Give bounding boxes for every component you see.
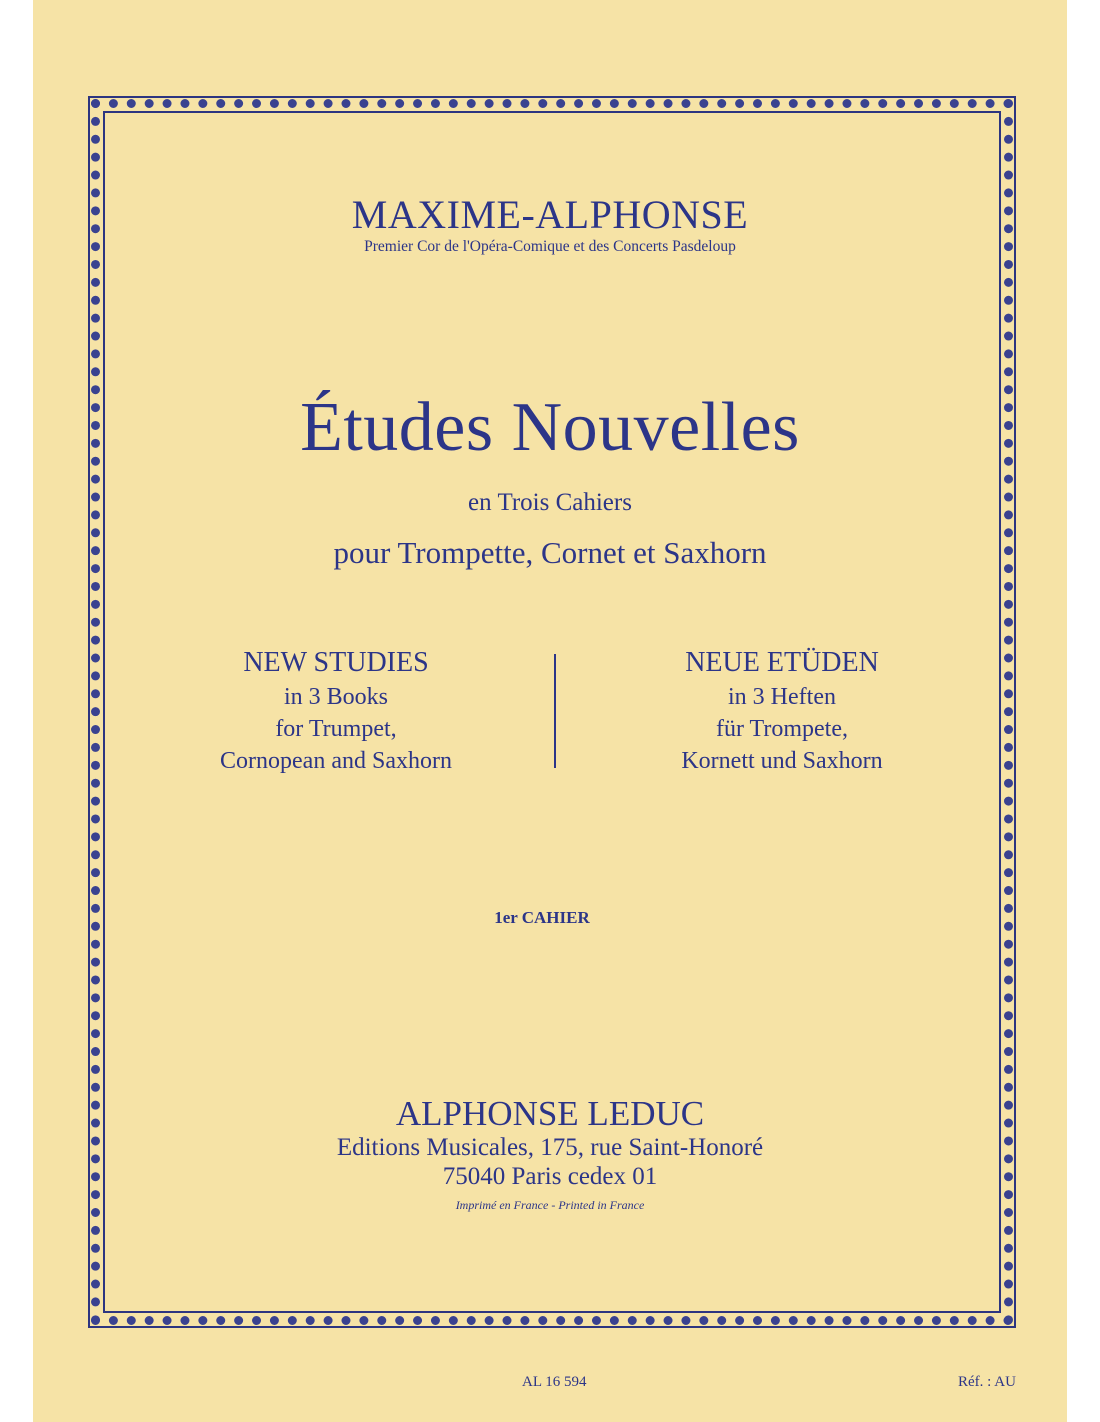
page-title: Études Nouvelles (300, 389, 800, 466)
reference-code: Réf. : AU (958, 1374, 1016, 1390)
german-line-1: in 3 Heften (728, 684, 836, 710)
english-line-1: in 3 Books (283, 684, 388, 710)
volume-label: 1er CAHIER (494, 908, 590, 927)
author-description: Premier Cor de l'Opéra-Comique et des Concerts Pasdeloup (364, 238, 736, 255)
german-line-3: Kornett und Saxhorn (681, 748, 883, 774)
english-heading: NEW STUDIES (243, 647, 429, 678)
english-line-2: for Trumpet, (275, 716, 397, 742)
publisher-address-1: Editions Musicales, 175, rue Saint-Honoré (336, 1134, 764, 1161)
column-divider (554, 654, 556, 768)
publisher-name: ALPHONSE LEDUC (395, 1094, 705, 1133)
german-line-2: für Trompete, (716, 716, 848, 742)
subtitle-line-2: pour Trompette, Cornet et Saxhorn (333, 535, 767, 570)
catalog-number: AL 16 594 (522, 1374, 587, 1390)
german-heading: NEUE ETÜDEN (685, 647, 879, 678)
author-name: MAXIME-ALPHONSE (351, 192, 749, 237)
subtitle-line-1: en Trois Cahiers (468, 489, 632, 516)
english-title-block (186, 645, 486, 777)
german-title-block (632, 645, 932, 777)
printed-in-note: Imprimé en France - Printed in France (455, 1198, 645, 1212)
english-line-3: Cornopean and Saxhorn (220, 748, 452, 774)
publisher-address-2: 75040 Paris cedex 01 (442, 1163, 658, 1190)
